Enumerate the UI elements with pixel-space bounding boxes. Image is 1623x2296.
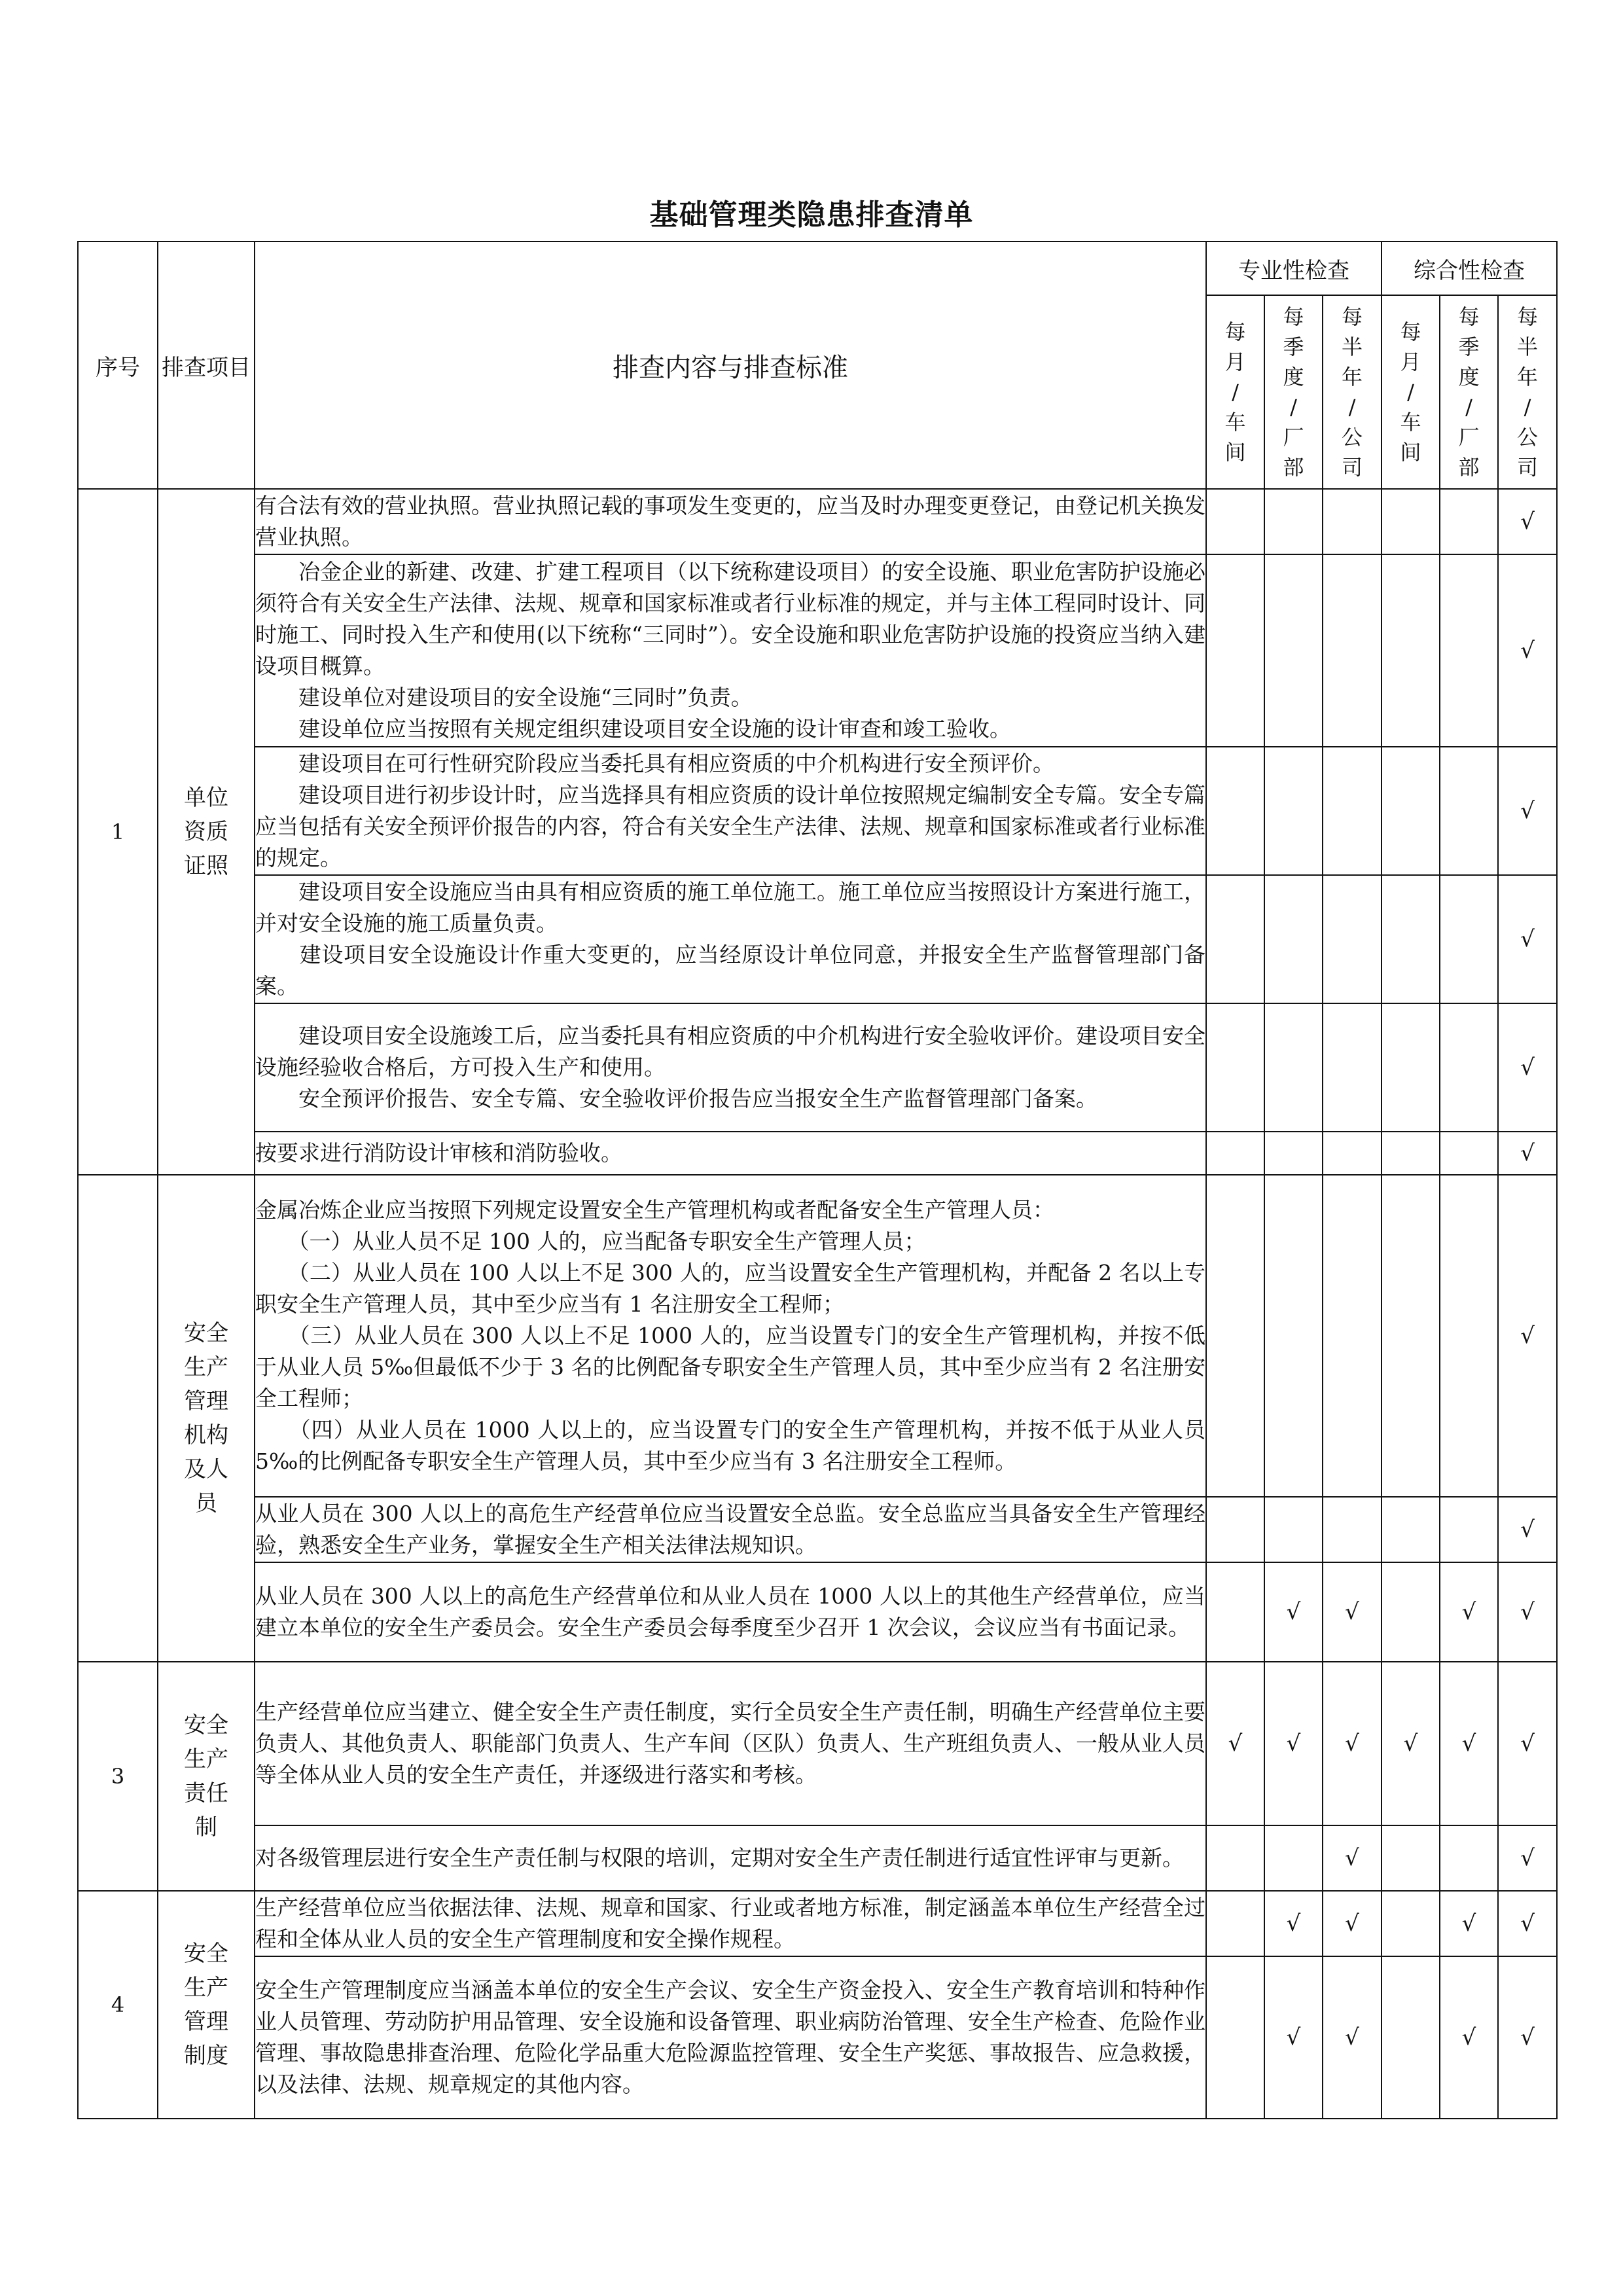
table-row	[78, 1175, 1557, 1497]
check-content	[255, 1891, 1206, 1956]
empty-check-cell	[1323, 747, 1382, 875]
check-content	[255, 875, 1206, 1003]
check-mark: √	[1498, 1562, 1557, 1662]
check-mark: √	[1498, 1497, 1557, 1562]
empty-check-cell	[1382, 1003, 1440, 1132]
check-content	[255, 1132, 1206, 1175]
content-paragraph: 安全预评价报告、安全专篇、安全验收评价报告应当报安全生产监督管理部门备案。	[255, 1086, 1097, 1111]
header-freq-quarterly-plant: 每 季 度 / 厂 部	[1458, 304, 1480, 480]
check-mark: √	[1498, 875, 1557, 1003]
table-row	[78, 1132, 1557, 1175]
check-mark: √	[1498, 1825, 1557, 1891]
section-item: 安全 生产 管理 机构 及人 员	[158, 1175, 255, 1662]
empty-check-cell	[1323, 489, 1382, 554]
content-paragraph: 按要求进行消防设计审核和消防验收。	[255, 1140, 622, 1166]
check-content	[255, 1662, 1206, 1825]
check-mark: √	[1498, 747, 1557, 875]
section-item: 单位 资质 证照	[158, 489, 255, 1175]
page-title: 基础管理类隐患排查清单	[649, 198, 974, 232]
header-comprehensive-check: 综合性检查	[1382, 242, 1557, 295]
content-paragraph: 建设单位对建设项目的安全设施“三同时”负责。	[255, 685, 753, 710]
content-paragraph: 建设单位应当按照有关规定组织建设项目安全设施的设计审查和竣工验收。	[255, 716, 1011, 742]
content-paragraph: 冶金企业的新建、改建、扩建工程项目（以下统称建设项目）的安全设施、职业危害防护设施必须符合有关安全生产法律、法规、规章和国家标准或者行业标准的规定，并与主体工程同时设计、同时施工、同时投入生产和使用(以下统称“三同时”）。安全设施和职业危害防护设施的投资应当纳入建设项目概算。	[255, 559, 1205, 679]
empty-check-cell	[1440, 1825, 1498, 1891]
empty-check-cell	[1382, 747, 1440, 875]
empty-check-cell	[1206, 1562, 1264, 1662]
table-row	[78, 489, 1557, 554]
check-content	[255, 1825, 1206, 1891]
check-mark: √	[1440, 1956, 1498, 2119]
empty-check-cell	[1440, 554, 1498, 747]
empty-check-cell	[1206, 554, 1264, 747]
content-paragraph: 建设项目安全设施设计作重大变更的，应当经原设计单位同意，并报安全生产监督管理部门备案。	[255, 942, 1205, 999]
content-paragraph: 建设项目安全设施竣工后，应当委托具有相应资质的中介机构进行安全验收评价。建设项目安全设施经验收合格后，方可投入生产和使用。	[255, 1023, 1205, 1080]
content-paragraph: 生产经营单位应当依据法律、法规、规章和国家、行业或者地方标准，制定涵盖本单位生产经营全过程和全体从业人员的安全生产管理制度和安全操作规程。	[255, 1895, 1205, 1952]
table-row	[78, 1662, 1557, 1825]
check-content	[255, 1497, 1206, 1562]
check-mark: √	[1264, 1562, 1323, 1662]
empty-check-cell	[1440, 875, 1498, 1003]
empty-check-cell	[1206, 1891, 1264, 1956]
check-mark: √	[1498, 1003, 1557, 1132]
table-row	[78, 554, 1557, 747]
table-row	[78, 875, 1557, 1003]
header-item: 排查项目	[158, 242, 255, 489]
check-mark: √	[1498, 1956, 1557, 2119]
table-row	[78, 747, 1557, 875]
content-paragraph: 建设项目在可行性研究阶段应当委托具有相应资质的中介机构进行安全预评价。	[255, 751, 1054, 776]
table-row	[78, 1497, 1557, 1562]
check-mark: √	[1440, 1562, 1498, 1662]
empty-check-cell	[1382, 1825, 1440, 1891]
check-mark: √	[1264, 1662, 1323, 1825]
check-mark: √	[1323, 1825, 1382, 1891]
check-mark: √	[1498, 554, 1557, 747]
check-mark: √	[1440, 1662, 1498, 1825]
empty-check-cell	[1264, 1003, 1323, 1132]
content-paragraph: （二）从业人员在 100 人以上不足 300 人的，应当设置安全生产管理机构，并配备 2 名以上专职安全生产管理人员，其中至少应当有 1 名注册安全工程师；	[255, 1260, 1205, 1317]
header-freq-semiannual-company: 每 半 年 / 公 司	[1342, 304, 1363, 480]
table-row	[78, 1956, 1557, 2119]
empty-check-cell	[1206, 875, 1264, 1003]
empty-check-cell	[1264, 1132, 1323, 1175]
empty-check-cell	[1323, 1003, 1382, 1132]
section-item: 安全 生产 责任 制	[158, 1662, 255, 1891]
check-mark: √	[1382, 1662, 1440, 1825]
empty-check-cell	[1382, 554, 1440, 747]
check-content	[255, 1562, 1206, 1662]
empty-check-cell	[1440, 1003, 1498, 1132]
section-seq: 4	[78, 1891, 158, 2119]
empty-check-cell	[1264, 1825, 1323, 1891]
table-row	[78, 1825, 1557, 1891]
empty-check-cell	[1206, 747, 1264, 875]
section-item: 安全 生产 管理 制度	[158, 1891, 255, 2119]
empty-check-cell	[1206, 1497, 1264, 1562]
empty-check-cell	[1323, 554, 1382, 747]
content-paragraph: 建设项目进行初步设计时，应当选择具有相应资质的设计单位按照规定编制安全专篇。安全专篇应当包括有关安全预评价报告的内容，符合有关安全生产法律、法规、规章和国家标准或者行业标准的规定。	[255, 782, 1205, 870]
content-paragraph: 有合法有效的营业执照。营业执照记载的事项发生变更的，应当及时办理变更登记，由登记机关换发营业执照。	[255, 493, 1205, 550]
check-mark: √	[1440, 1891, 1498, 1956]
check-mark: √	[1323, 1891, 1382, 1956]
header-freq-monthly-workshop: 每 月 / 车 间	[1400, 319, 1421, 465]
content-paragraph: 安全生产管理制度应当涵盖本单位的安全生产会议、安全生产资金投入、安全生产教育培训和特种作业人员管理、劳动防护用品管理、安全设施和设备管理、职业病防治管理、安全生产检查、危险作业管理、事故隐患排查治理、危险化学品重大危险源监控管理、安全生产奖惩、事故报告、应急救援，以及法律、法规、规章规定的其他内容。	[255, 1977, 1205, 2097]
header-freq-semiannual-company: 每 半 年 / 公 司	[1517, 304, 1539, 480]
empty-check-cell	[1382, 1562, 1440, 1662]
table-row	[78, 1562, 1557, 1662]
check-content	[255, 489, 1206, 554]
empty-check-cell	[1264, 875, 1323, 1003]
empty-check-cell	[1323, 1132, 1382, 1175]
section-seq: 1	[78, 489, 158, 1175]
empty-check-cell	[1206, 1003, 1264, 1132]
empty-check-cell	[1206, 1175, 1264, 1497]
header-freq-monthly-workshop: 每 月 / 车 间	[1224, 319, 1246, 465]
check-mark: √	[1323, 1662, 1382, 1825]
content-paragraph: 金属冶炼企业应当按照下列规定设置安全生产管理机构或者配备安全生产管理人员：	[255, 1197, 1054, 1223]
empty-check-cell	[1206, 1132, 1264, 1175]
check-mark: √	[1264, 1956, 1323, 2119]
section-seq: 3	[78, 1662, 158, 1891]
empty-check-cell	[1264, 1497, 1323, 1562]
check-mark: √	[1498, 1662, 1557, 1825]
empty-check-cell	[1264, 489, 1323, 554]
table-row	[78, 1891, 1557, 1956]
content-paragraph: 从业人员在 300 人以上的高危生产经营单位和从业人员在 1000 人以上的其他生产经营单位，应当建立本单位的安全生产委员会。安全生产委员会每季度至少召开 1 次会议，会议应当有书面记录。	[255, 1583, 1205, 1640]
empty-check-cell	[1382, 1497, 1440, 1562]
check-content	[255, 1956, 1206, 2119]
empty-check-cell	[1440, 1497, 1498, 1562]
content-paragraph: （四）从业人员在 1000 人以上的，应当设置专门的安全生产管理机构，并按不低于从业人员 5‰的比例配备专职安全生产管理人员，其中至少应当有 3 名注册安全工程师。	[255, 1417, 1213, 1474]
check-mark: √	[1323, 1956, 1382, 2119]
check-mark: √	[1498, 1175, 1557, 1497]
empty-check-cell	[1440, 489, 1498, 554]
empty-check-cell	[1382, 1891, 1440, 1956]
content-paragraph: 建设项目安全设施应当由具有相应资质的施工单位施工。施工单位应当按照设计方案进行施工，并对安全设施的施工质量负责。	[255, 879, 1205, 936]
content-paragraph: 生产经营单位应当建立、健全安全生产责任制度，实行全员安全生产责任制，明确生产经营单位主要负责人、其他负责人、职能部门负责人、生产车间（区队）负责人、生产班组负责人、一般从业人员等全体从业人员的安全生产责任，并逐级进行落实和考核。	[255, 1699, 1205, 1787]
empty-check-cell	[1440, 1132, 1498, 1175]
content-paragraph: 对各级管理层进行安全生产责任制与权限的培训，定期对安全生产责任制进行适宜性评审与更新。	[255, 1845, 1184, 1871]
empty-check-cell	[1382, 1956, 1440, 2119]
check-mark: √	[1206, 1662, 1264, 1825]
check-mark: √	[1323, 1562, 1382, 1662]
empty-check-cell	[1323, 1497, 1382, 1562]
empty-check-cell	[1323, 875, 1382, 1003]
empty-check-cell	[1382, 1175, 1440, 1497]
check-mark: √	[1498, 1132, 1557, 1175]
checklist-table	[77, 241, 1558, 2119]
empty-check-cell	[1382, 1132, 1440, 1175]
empty-check-cell	[1382, 875, 1440, 1003]
content-paragraph: （一）从业人员不足 100 人的，应当配备专职安全生产管理人员；	[255, 1229, 926, 1254]
empty-check-cell	[1323, 1175, 1382, 1497]
content-paragraph: 从业人员在 300 人以上的高危生产经营单位应当设置安全总监。安全总监应当具备安全生产管理经验，熟悉安全生产业务，掌握安全生产相关法律法规知识。	[255, 1501, 1205, 1558]
empty-check-cell	[1382, 489, 1440, 554]
empty-check-cell	[1206, 1956, 1264, 2119]
header-seq: 序号	[78, 242, 158, 489]
check-content	[255, 747, 1206, 875]
empty-check-cell	[1264, 1175, 1323, 1497]
header-freq-quarterly-plant: 每 季 度 / 厂 部	[1283, 304, 1304, 480]
header-specialized-check: 专业性检查	[1206, 242, 1382, 295]
check-mark: √	[1498, 489, 1557, 554]
content-paragraph: （三）从业人员在 300 人以上不足 1000 人的，应当设置专门的安全生产管理机构，并按不低于从业人员 5‰但最低不少于 3 名的比例配备专职安全生产管理人员，其中至少应当有 2 名注册安全工程师；	[255, 1323, 1205, 1411]
section-seq	[78, 1175, 158, 1662]
empty-check-cell	[1264, 554, 1323, 747]
check-content	[255, 1003, 1206, 1132]
empty-check-cell	[1440, 747, 1498, 875]
check-content	[255, 1175, 1213, 1497]
empty-check-cell	[1206, 489, 1264, 554]
table-row	[78, 1003, 1557, 1132]
empty-check-cell	[1206, 1825, 1264, 1891]
check-content	[255, 554, 1206, 747]
check-mark: √	[1264, 1891, 1323, 1956]
check-mark: √	[1498, 1891, 1557, 1956]
header-content: 排查内容与排查标准	[255, 242, 1206, 489]
empty-check-cell	[1264, 747, 1323, 875]
empty-check-cell	[1440, 1175, 1498, 1497]
